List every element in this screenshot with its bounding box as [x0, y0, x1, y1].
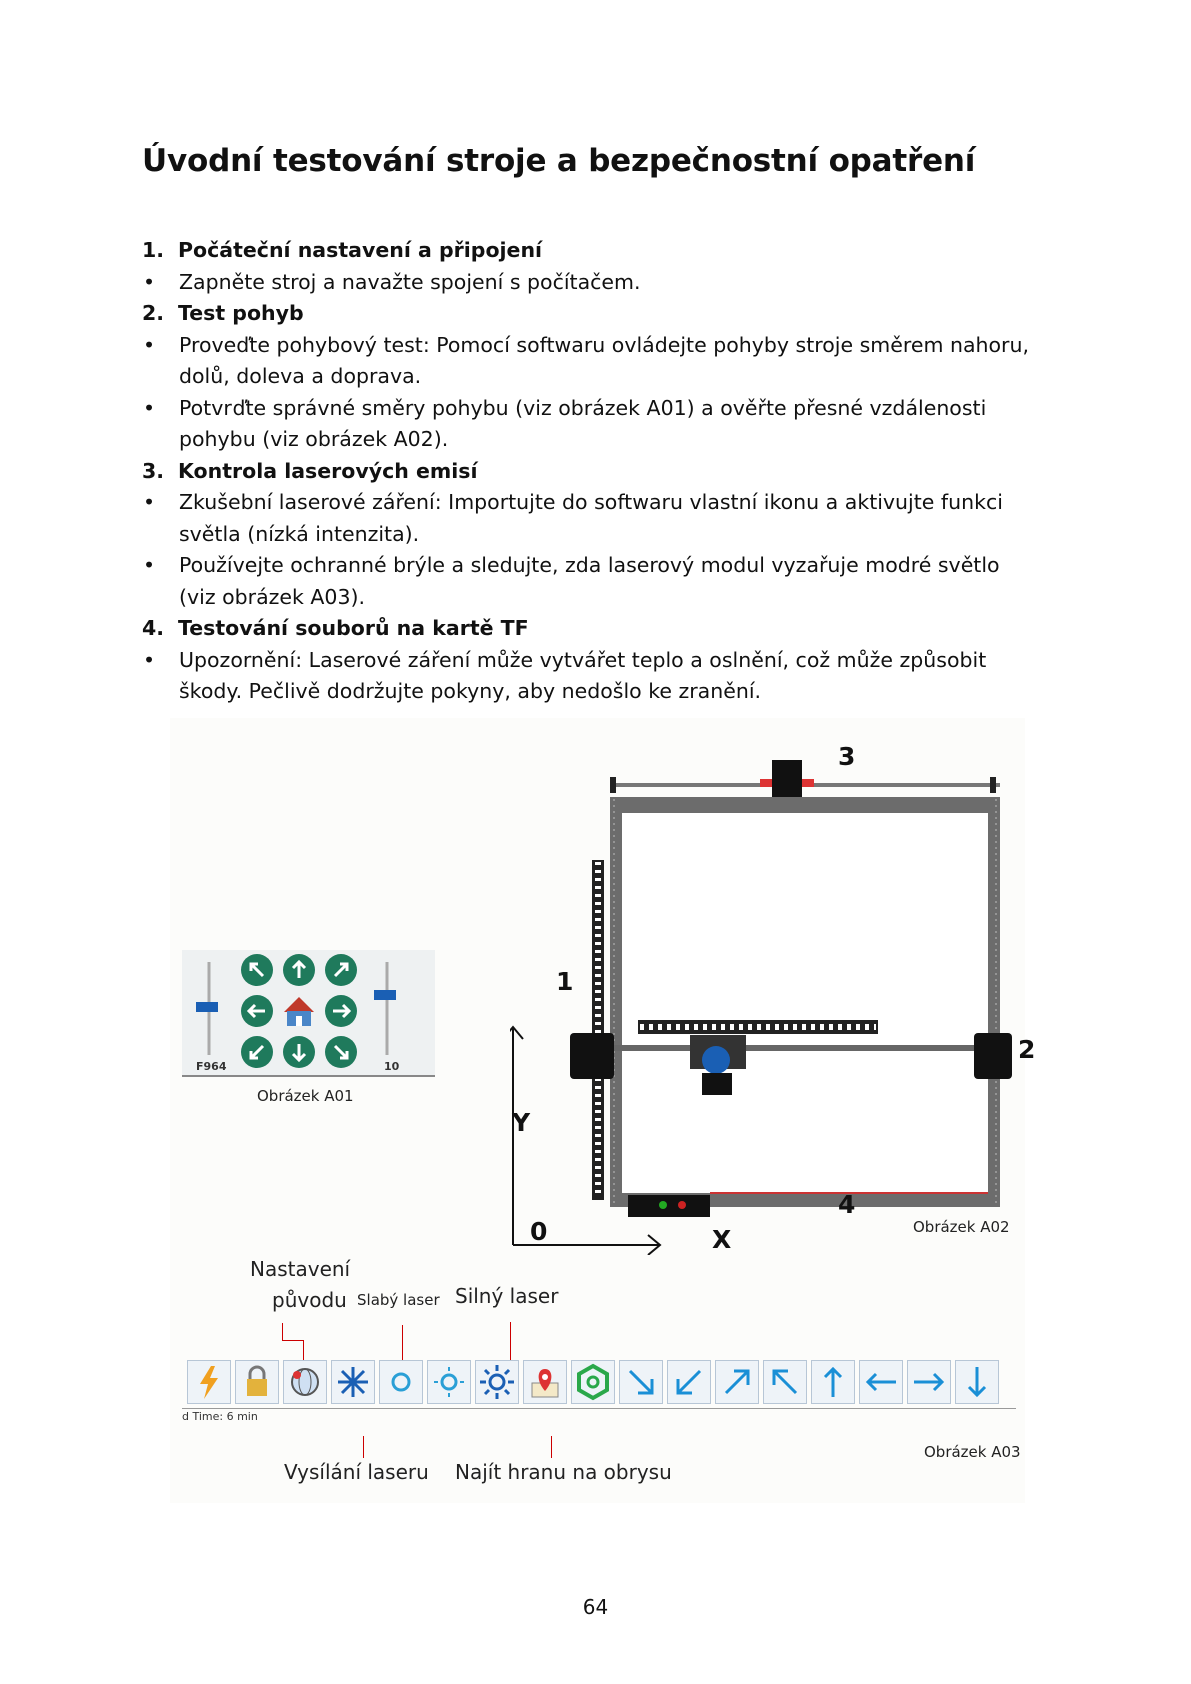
strong-laser-icon[interactable] — [475, 1360, 519, 1404]
home-icon — [284, 997, 314, 1026]
right-frame-beam — [988, 797, 1000, 1207]
right-slider — [374, 962, 396, 1055]
a01-right-value: 10 — [384, 1060, 400, 1073]
label-weak-laser: Slabý laser — [357, 1291, 440, 1309]
label-origin-line1: Nastavení — [250, 1257, 351, 1281]
a01-drawing — [182, 950, 435, 1075]
left-frame-beam — [610, 797, 622, 1207]
bullet-5: • Používejte ochranné brýle a sledujte, zda laserový modul vyzařuje modré světlo (viz obrázek A03). — [143, 553, 1000, 609]
move-right-icon[interactable] — [907, 1360, 951, 1404]
bullet-2: • Proveďte pohybový test: Pomocí softwaru ovládejte pohyby stroje směrem nahoru, dolů, doleva a doprava. — [143, 332, 1029, 388]
caption-a03: Obrázek A03 — [924, 1443, 1021, 1461]
move-up-left-icon[interactable] — [763, 1360, 807, 1404]
lightning-icon[interactable] — [187, 1360, 231, 1404]
weak-laser-icon[interactable] — [379, 1360, 423, 1404]
a01-left-value: F964 — [196, 1060, 227, 1073]
step-2: 2. Test pohyb — [142, 301, 304, 325]
label-strong-laser: Silný laser — [455, 1284, 559, 1308]
status-time: d Time: 6 min — [182, 1410, 258, 1423]
light-icon[interactable] — [427, 1360, 471, 1404]
move-down-left-icon[interactable] — [667, 1360, 711, 1404]
a02-axis-x: X — [712, 1225, 732, 1254]
a02-frame-diagram — [510, 735, 1030, 1255]
move-up-icon[interactable] — [811, 1360, 855, 1404]
a02-label-4: 4 — [838, 1190, 856, 1219]
find-edge-map-pin-icon[interactable] — [523, 1360, 567, 1404]
right-slider-thumb — [374, 990, 396, 1000]
control-box — [628, 1195, 710, 1217]
bullet-6: • Upozornění: Laserové záření může vytvářet teplo a oslnění, což může způsobit škody. Pečlivě dodržujte pokyny, aby nedošlo ke zranění. — [143, 647, 987, 703]
bullet-3: • Potvrďte správné směry pohybu (viz obrázek A01) a ověřte přesné vzdálenosti pohybu (viz obrázek A02). — [143, 395, 987, 451]
x-gantry-rail — [570, 1045, 1010, 1051]
a02-label-1: 1 — [556, 967, 574, 996]
left-slider — [196, 962, 218, 1055]
laser-emit-icon[interactable] — [331, 1360, 375, 1404]
label-find-edge: Najít hranu na obrysu — [455, 1460, 672, 1484]
step-1: 1. Počáteční nastavení a připojení — [142, 238, 543, 262]
lock-icon[interactable] — [235, 1360, 279, 1404]
bullet-1: • Zapněte stroj a navažte spojení s počítačem. — [143, 269, 641, 294]
a03-toolbar — [182, 1358, 1016, 1438]
left-gantry-plate — [570, 1033, 614, 1079]
a02-axis-y: Y — [512, 1108, 531, 1137]
caption-a01: Obrázek A01 — [257, 1087, 354, 1105]
a02-origin: 0 — [530, 1217, 548, 1246]
set-origin-globe-icon[interactable] — [283, 1360, 327, 1404]
move-down-icon[interactable] — [955, 1360, 999, 1404]
a02-label-3: 3 — [838, 742, 856, 771]
step-3: 3. Kontrola laserových emisí — [142, 458, 478, 483]
laser-module-top — [772, 770, 802, 798]
step-4: 4. Testování souborů na kartě TF — [142, 616, 529, 640]
right-gantry-plate — [974, 1033, 1012, 1079]
left-slider-thumb — [196, 1002, 218, 1012]
label-origin-line2: původu — [272, 1288, 347, 1312]
bullet-4: • Zkušební laserové záření: Importujte do softwaru vlastní ikonu a aktivujte funkci světla (nízká intenzita). — [143, 490, 1003, 546]
top-frame-beam — [610, 797, 1000, 813]
page-number: 64 — [582, 1595, 609, 1619]
move-left-icon[interactable] — [859, 1360, 903, 1404]
a02-label-2: 2 — [1018, 1035, 1036, 1064]
a01-control-panel — [182, 950, 435, 1077]
page-title: Úvodní testování stroje a bezpečnostní opatření — [142, 143, 976, 179]
hexagon-icon[interactable] — [571, 1360, 615, 1404]
laser-head-body — [702, 1073, 732, 1095]
instruction-list — [142, 235, 1042, 708]
move-up-right-icon[interactable] — [715, 1360, 759, 1404]
laser-head-fan-icon — [702, 1046, 730, 1074]
move-down-right-icon[interactable] — [619, 1360, 663, 1404]
label-laser-emit: Vysílání laseru — [284, 1460, 429, 1484]
caption-a02: Obrázek A02 — [913, 1218, 1010, 1236]
